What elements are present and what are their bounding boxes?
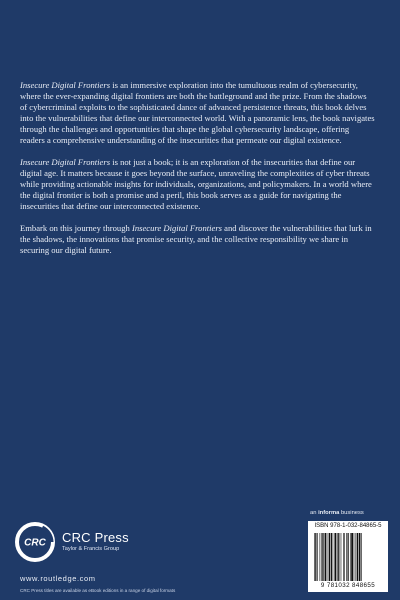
publisher-group: Taylor & Francis Group: [62, 546, 120, 552]
publisher-name: CRC Press: [62, 530, 129, 545]
blurb-paragraph-1: [20, 80, 375, 146]
publisher-brand: [62, 531, 129, 552]
paragraph-text: is not just a book; it is an exploration of the insecurities that define our digital age. It matters because it goes beyond the surface, unraveling the complexities of cyber threats while providing actionable insights for individuals, organizations, and policymakers. In a world where the digital frontier is both a promise and a peril, this book serves as a guide for navigating the insecurities that define our interconnected existence.: [20, 157, 372, 211]
isbn-barcode-box: [308, 521, 388, 592]
paragraph-text: is an immersive exploration into the tumultuous realm of cybersecurity, where the ever-expanding digital frontiers are both the battleground and the prize. From the shadows of cybercriminal exploits to the sophisticated dance of advanced persistence threats, this book delves into the vulnerabilities that define our interconnected world. With a panoramic lens, the book navigates through the challenges and opportunities that shape the global cybersecurity landscape, offering readers a comprehensive understanding of the insecurities that permeate our digital existence.: [20, 80, 375, 145]
informa-tagline: an informa business: [310, 510, 364, 516]
barcode-digits: 9 781032 848655: [320, 582, 376, 589]
crc-logo-icon: [15, 522, 55, 562]
isbn-label: ISBN 978-1-032-84865-5: [314, 523, 382, 529]
informa-brand: informa: [318, 510, 340, 516]
publisher-website: www.routledge.com: [20, 574, 96, 583]
blurb-paragraph-3: [20, 223, 375, 256]
ebook-note: CRC Press titles are available as eBook editions in a range of digital formats: [20, 588, 176, 593]
blurb-paragraph-2: [20, 157, 375, 212]
logo-text: CRC: [24, 537, 46, 549]
blurb: [20, 80, 375, 267]
barcode-icon: [314, 533, 382, 581]
book-title-italic: Insecure Digital Frontiers: [131, 223, 223, 233]
book-title-italic: Insecure Digital Frontiers: [20, 157, 111, 167]
paragraph-text: and discover the vulnerabilities that lurk in the shadows, the innovations that promise security, and the collective responsibility we share in securing our digital future.: [20, 223, 372, 255]
book-title-italic: Insecure Digital Frontiers: [20, 80, 111, 90]
paragraph-text: Embark on this journey through: [20, 223, 132, 233]
